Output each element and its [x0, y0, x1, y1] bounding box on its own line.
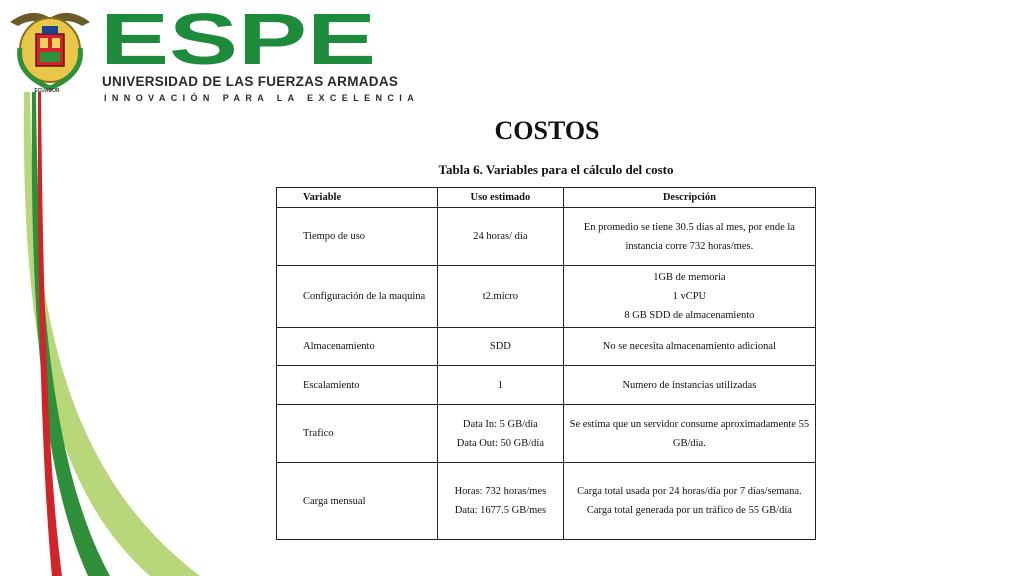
cell-descripcion [563, 328, 815, 366]
cell-descripcion [563, 405, 815, 463]
cell-line: Se estima que un servidor consume aproximadamente 55 [569, 418, 810, 430]
cell-line: Data In: 5 GB/día [462, 418, 538, 430]
cell-variable: Escalamiento [277, 366, 438, 405]
university-tagline: INNOVACIÓN PARA LA EXCELENCIA [104, 93, 420, 103]
slide-title: COSTOS [494, 116, 600, 145]
cell-descripcion [563, 266, 815, 328]
espe-logo [100, 8, 380, 70]
cell-uso [438, 266, 564, 328]
cost-variables-table [276, 187, 816, 540]
cell-line: SDD [489, 341, 511, 352]
cell-uso [438, 405, 564, 463]
cell-descripcion [563, 463, 815, 540]
university-seal [2, 4, 98, 96]
table-row [277, 266, 816, 328]
cell-variable: Carga mensual [277, 463, 438, 540]
cell-line: Numero de instancias utilizadas [622, 379, 757, 391]
cell-variable: Tiempo de uso [277, 208, 438, 266]
table-row [277, 328, 816, 366]
table-row [277, 366, 816, 405]
cell-descripcion [563, 208, 815, 266]
cell-line: GB/día. [672, 437, 706, 449]
espe-wordmark: ESPE [100, 8, 376, 70]
cell-line: Carga total generada por un tráfico de 55 GB/día [586, 505, 792, 516]
cell-line: En promedio se tiene 30.5 días al mes, por ende la [583, 221, 795, 233]
university-name: UNIVERSIDAD DE LAS FUERZAS ARMADAS [102, 74, 399, 89]
cell-line: 1 vCPU [672, 291, 707, 302]
cell-line: No se necesita almacenamiento adicional [602, 341, 776, 352]
cell-uso [438, 328, 564, 366]
cell-line: 8 GB SDD de almacenamiento [624, 310, 755, 321]
header-uso-estimado: Uso estimado [438, 188, 564, 208]
cell-uso [438, 208, 564, 266]
cell-variable: Almacenamiento [277, 328, 438, 366]
cell-line: t2.micro [482, 291, 519, 302]
table-row [277, 405, 816, 463]
cell-line: Data: 1677.5 GB/mes [454, 505, 547, 516]
cell-line: 24 horas/ día [473, 231, 528, 242]
cell-line: Horas: 732 horas/mes [454, 486, 547, 497]
cell-line: 1 [497, 379, 504, 391]
cell-line: Carga total usada por 24 horas/día por 7 días/semana. [577, 486, 802, 497]
table-row [277, 208, 816, 266]
cell-uso [438, 463, 564, 540]
cell-uso [438, 366, 564, 405]
cell-line: Data Out: 50 GB/día [456, 437, 544, 449]
cell-variable: Trafico [277, 405, 438, 463]
table-caption: Tabla 6. Variables para el cálculo del costo [438, 162, 674, 177]
table-header-row [277, 188, 816, 208]
header-descripcion: Descripción [563, 188, 815, 208]
cell-line: 1GB de memoria [653, 272, 726, 283]
cell-variable: Configuración de la maquina [277, 266, 438, 328]
cell-line: instancia corre 732 horas/mes. [625, 240, 754, 252]
cell-descripcion [563, 366, 815, 405]
table-row [277, 463, 816, 540]
header-variable: Variable [277, 188, 438, 208]
country-label: ECUADOR [34, 88, 60, 94]
